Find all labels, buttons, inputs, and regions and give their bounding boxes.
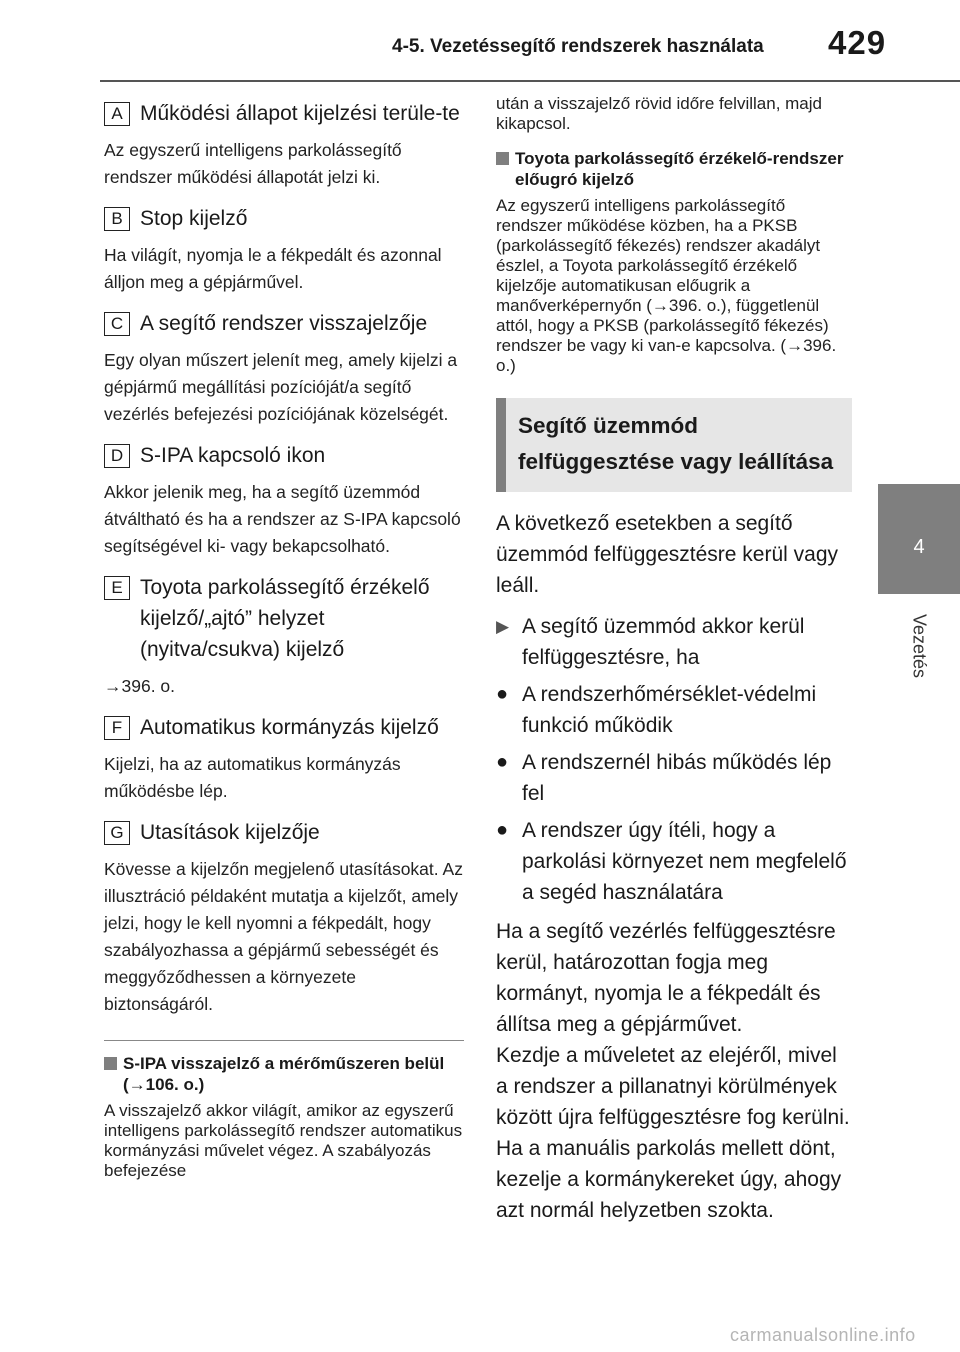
bullet-item [496, 747, 852, 809]
legend-item [104, 203, 464, 296]
legend-letter-g: G [104, 821, 130, 845]
right-column [496, 94, 852, 1226]
suspension-paragraph: Ha a segítő vezérlés felfüggesztésre kerül, határozottan fogja meg kormányt, nyomja le a fékpedált és állítsa meg a gépjárművet. [496, 920, 836, 1036]
restart-paragraph: Kezdje a műveletet az elejéről, mivel a rendszer a pillanatnyi körülmények között újra felfüggesztésre fog kerülni. Ha a manuális parkolás mellett dönt, kezelje a kormánykereket úgy, ahogy azt normál helyzetben szokta. [496, 1044, 850, 1222]
legend-item [104, 98, 464, 191]
square-bullet-icon [496, 152, 509, 165]
legend-item [104, 308, 464, 428]
watermark: carmanualsonline.info [730, 1325, 916, 1345]
section-title: Segítő üzemmód felfüggesztése vagy leállítása [518, 413, 834, 474]
chapter-label: Vezetés [909, 613, 930, 679]
legend-page-reference[interactable]: →396. o. [104, 676, 176, 696]
chapter-number: 4 [913, 536, 925, 558]
legend-description: Az egyszerű intelligens parkolássegítő rendszer működési állapotát jelzi ki. [104, 140, 402, 187]
bullet-text: A rendszer úgy ítéli, hogy a parkolási környezet nem megfelelő a segéd használatára [522, 819, 847, 904]
legend-letter-c: C [104, 312, 130, 336]
legend-description: Akkor jelenik meg, ha a segítő üzemmód átváltható és ha a rendszer az S-IPA kapcsoló segítségével ki- vagy bekapcsolható. [104, 482, 461, 556]
continuation-text: után a visszajelző rövid időre felvillan, majd kikapcsol. [496, 94, 822, 133]
legend-description: Kijelzi, ha az automatikus kormányzás működésbe lép. [104, 754, 401, 801]
legend-title: Működési állapot kijelzési terüle-te [140, 102, 460, 125]
legend-title: Toyota parkolássegítő érzékelő kijelző/„ajtó” helyzet (nyitva/csukva) kijelző [140, 576, 430, 661]
triangle-arrow-icon: ▶ [496, 617, 510, 636]
legend-description: Egy olyan műszert jelenít meg, amely kijelzi a gépjármű megállítási pozícióját/a segítő vezérlés befejezési pozíciójának közelségét. [104, 350, 458, 424]
legend-letter-a: A [104, 102, 130, 126]
legend-description: Kövesse a kijelzőn megjelenő utasításokat. Az illusztráció példaként mutatja a kijelzőt, amely jelzi, hogy le kell nyomni a fékpedált, hogy szabályozhassa a gépjármű sebességét és meggyőződhessen a környezete biztonságáról. [104, 859, 463, 1014]
arrow-item-text: A segítő üzemmód akkor kerül felfüggesztésre, ha [522, 615, 805, 669]
legend-description: Ha világít, nyomja le a fékpedált és azonnal álljon meg a gépjárművel. [104, 245, 442, 292]
note-divider [104, 1040, 464, 1041]
page-number: 429 [828, 24, 887, 61]
popup-heading [496, 148, 852, 190]
legend-title: Automatikus kormányzás kijelző [140, 716, 439, 739]
bullet-dot-icon: ● [496, 683, 509, 705]
legend-item [104, 817, 464, 1018]
legend-letter-b: B [104, 207, 130, 231]
legend-letter-d: D [104, 444, 130, 468]
section-intro: A következő esetekben a segítő üzemmód felfüggesztésre kerül vagy leáll. [496, 512, 838, 597]
chapter-tab [878, 484, 960, 594]
chapter-label-box [878, 594, 960, 698]
bullet-dot-icon: ● [496, 819, 509, 841]
section-header-title: 4-5. Vezetéssegítő rendszerek használata [392, 36, 764, 57]
legend-letter-f: F [104, 716, 130, 740]
popup-text: Az egyszerű intelligens parkolássegítő rendszer működése közben, ha a PKSB (parkolássegítő fékezés) rendszer akadályt észlel, a Toyota parkolássegítő érzékelő kijelzője automatikusan előugrik a manőverképernyőn (→396. o.), függetlenül attól, hogy a PKSB (parkolássegítő fékezés) rendszer be vagy ki van-e kapcsolva. (→396. o.) [496, 196, 837, 375]
legend-item [104, 440, 464, 560]
legend-title: Stop kijelző [140, 207, 248, 230]
section-title-box [496, 398, 852, 492]
popup-heading-text: Toyota parkolássegítő érzékelő-rendszer előugró kijelző [515, 149, 844, 189]
header-divider [100, 80, 960, 82]
bullet-dot-icon: ● [496, 751, 509, 773]
legend-item [104, 572, 464, 700]
legend-title: A segítő rendszer visszajelzője [140, 312, 428, 335]
legend-item [104, 712, 464, 805]
legend-title: S-IPA kapcsoló ikon [140, 444, 326, 467]
legend-title: Utasítások kijelzője [140, 821, 320, 844]
arrow-list-item [496, 611, 852, 673]
note-text: A visszajelző akkor világít, amikor az egyszerű intelligens parkolássegítő rendszer automatikus kormányzási művelet végez. A szabályozás befejezése [104, 1101, 463, 1180]
square-bullet-icon [104, 1057, 117, 1070]
note-heading-text: S-IPA visszajelző a mérőműszeren belül (→106. o.) [123, 1054, 445, 1094]
bullet-text: A rendszernél hibás működés lép fel [522, 751, 832, 805]
bullet-text: A rendszerhőmérséklet-védelmi funkció működik [522, 683, 817, 737]
bullet-item [496, 679, 852, 741]
left-column [104, 94, 464, 1195]
bullet-item [496, 815, 852, 908]
legend-letter-e: E [104, 576, 130, 600]
note-heading [104, 1053, 464, 1095]
